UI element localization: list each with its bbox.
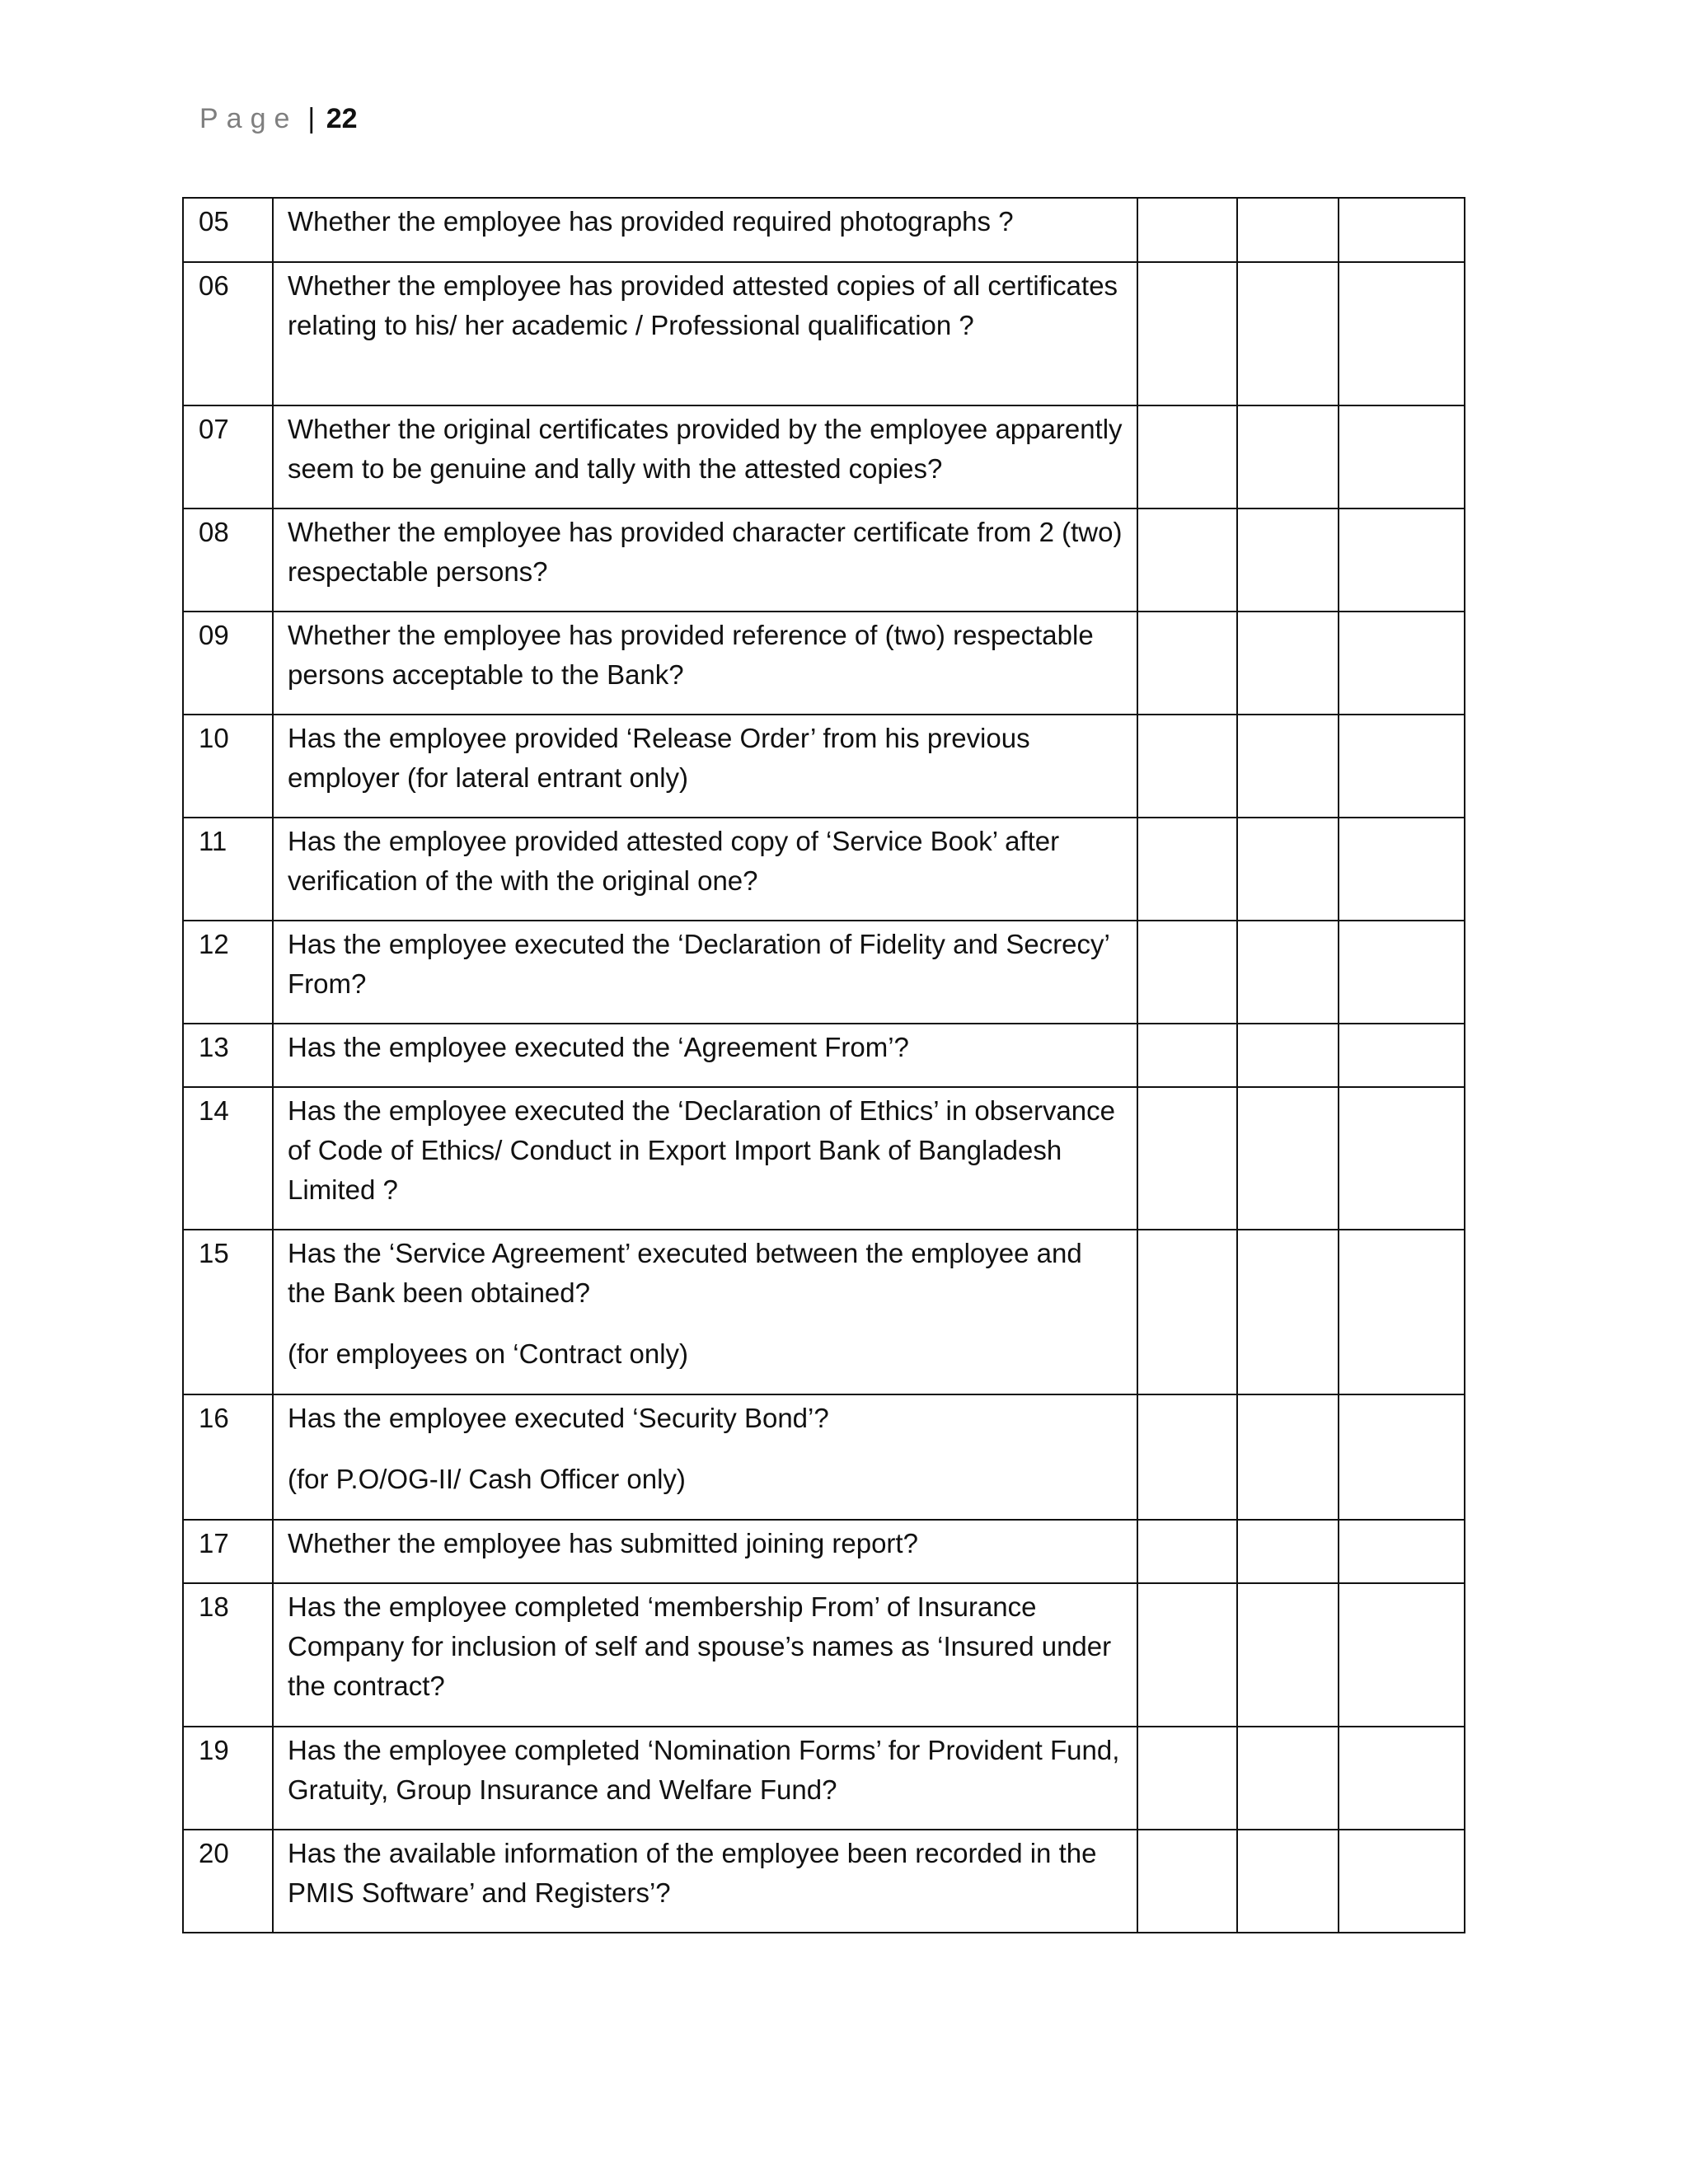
answer-cell-2[interactable] [1237,509,1339,612]
question-text: Has the employee provided attested copy of ‘Service Book’ after verification of the with the original one? [288,826,1060,896]
serial-number-cell: 08 [183,509,273,612]
serial-number-cell: 18 [183,1583,273,1727]
table-row [183,509,1465,612]
serial-number-cell: 07 [183,405,273,509]
answer-cell-1[interactable] [1137,509,1237,612]
answer-cell-3[interactable] [1339,509,1465,612]
answer-cell-3[interactable] [1339,198,1465,262]
answer-cell-3[interactable] [1339,1727,1465,1830]
answer-cell-2[interactable] [1237,405,1339,509]
table-row [183,1024,1465,1087]
table-row [183,262,1465,405]
table-row [183,818,1465,921]
answer-cell-1[interactable] [1137,262,1237,405]
serial-number-cell: 15 [183,1230,273,1394]
serial-number-cell: 06 [183,262,273,405]
answer-cell-2[interactable] [1237,818,1339,921]
table-row [183,1727,1465,1830]
answer-cell-1[interactable] [1137,1024,1237,1087]
answer-cell-1[interactable] [1137,1727,1237,1830]
answer-cell-1[interactable] [1137,1087,1237,1230]
answer-cell-1[interactable] [1137,405,1237,509]
serial-number-cell: 05 [183,198,273,262]
question-cell [273,198,1137,262]
table-row [183,1830,1465,1933]
answer-cell-1[interactable] [1137,1230,1237,1394]
question-cell [273,715,1137,818]
question-text: Whether the original certificates provided by the employee apparently seem to be genuine and tally with the attested copies? [288,414,1123,484]
question-cell [273,405,1137,509]
answer-cell-2[interactable] [1237,262,1339,405]
answer-cell-2[interactable] [1237,1830,1339,1933]
question-text: Has the available information of the employee been recorded in the PMIS Software’ and Registers’? [288,1838,1097,1908]
table-row [183,405,1465,509]
checklist-table [182,197,1465,1933]
answer-cell-1[interactable] [1137,612,1237,715]
question-cell [273,262,1137,405]
question-text: Has the employee executed ‘Security Bond’? [288,1403,829,1433]
question-cell [273,1583,1137,1727]
answer-cell-1[interactable] [1137,1583,1237,1727]
question-text: Has the employee executed the ‘Agreement From’? [288,1032,909,1062]
serial-number-cell: 16 [183,1394,273,1520]
answer-cell-2[interactable] [1237,715,1339,818]
serial-number-cell: 13 [183,1024,273,1087]
serial-number-cell: 17 [183,1520,273,1583]
answer-cell-2[interactable] [1237,1727,1339,1830]
question-text: Has the employee completed ‘membership From’ of Insurance Company for inclusion of self and spouse’s names as ‘Insured under the contract? [288,1591,1112,1701]
table-row [183,1583,1465,1727]
question-text: Has the employee provided ‘Release Order’ from his previous employer (for lateral entrant only) [288,723,1030,793]
question-cell [273,818,1137,921]
question-text: Whether the employee has provided attested copies of all certificates relating to his/ her academic / Professional qualification ? [288,270,1118,340]
answer-cell-3[interactable] [1339,1087,1465,1230]
question-text: Has the employee executed the ‘Declaration of Fidelity and Secrecy’ From? [288,929,1109,999]
answer-cell-3[interactable] [1339,1520,1465,1583]
table-row [183,1087,1465,1230]
question-note: (for employees on ‘Contract only) [288,1338,689,1369]
answer-cell-3[interactable] [1339,262,1465,405]
serial-number-cell: 10 [183,715,273,818]
answer-cell-2[interactable] [1237,612,1339,715]
answer-cell-1[interactable] [1137,1520,1237,1583]
question-text: Whether the employee has provided character certificate from 2 (two) respectable persons? [288,517,1123,587]
serial-number-cell: 19 [183,1727,273,1830]
serial-number-cell: 11 [183,818,273,921]
answer-cell-2[interactable] [1237,1230,1339,1394]
page-separator: | [307,103,316,134]
answer-cell-3[interactable] [1339,715,1465,818]
answer-cell-1[interactable] [1137,1394,1237,1520]
question-cell [273,612,1137,715]
answer-cell-2[interactable] [1237,921,1339,1024]
question-text: Whether the employee has provided required photographs ? [288,206,1014,237]
serial-number-cell: 09 [183,612,273,715]
question-text: Whether the employee has submitted joining report? [288,1528,918,1558]
serial-number-cell: 20 [183,1830,273,1933]
page-number: 22 [326,103,358,134]
question-text: Has the ‘Service Agreement’ executed between the employee and the Bank been obtained? [288,1238,1082,1308]
question-text: Has the employee executed the ‘Declaration of Ethics’ in observance of Code of Ethics/ Conduct in Export Import Bank of Bangladesh Limited ? [288,1095,1116,1205]
answer-cell-1[interactable] [1137,818,1237,921]
table-row [183,715,1465,818]
question-cell [273,1727,1137,1830]
table-row [183,198,1465,262]
page-label: Page [199,103,298,134]
answer-cell-3[interactable] [1339,1230,1465,1394]
question-cell [273,1230,1137,1394]
answer-cell-1[interactable] [1137,1830,1237,1933]
page-header [199,97,358,140]
question-cell [273,1520,1137,1583]
question-cell [273,1830,1137,1933]
answer-cell-3[interactable] [1339,1024,1465,1087]
answer-cell-1[interactable] [1137,198,1237,262]
answer-cell-3[interactable] [1339,612,1465,715]
question-cell [273,1087,1137,1230]
answer-cell-3[interactable] [1339,1394,1465,1520]
serial-number-cell: 12 [183,921,273,1024]
answer-cell-2[interactable] [1237,1583,1339,1727]
question-cell [273,1394,1137,1520]
answer-cell-3[interactable] [1339,818,1465,921]
question-cell [273,921,1137,1024]
table-row [183,1230,1465,1394]
answer-cell-2[interactable] [1237,1024,1339,1087]
answer-cell-3[interactable] [1339,1830,1465,1933]
answer-cell-3[interactable] [1339,921,1465,1024]
answer-cell-3[interactable] [1339,1583,1465,1727]
serial-number-cell: 14 [183,1087,273,1230]
table-row [183,1520,1465,1583]
answer-cell-1[interactable] [1137,715,1237,818]
table-row [183,921,1465,1024]
answer-cell-3[interactable] [1339,405,1465,509]
question-cell [273,509,1137,612]
answer-cell-2[interactable] [1237,1087,1339,1230]
answer-cell-2[interactable] [1237,198,1339,262]
question-text: Whether the employee has provided reference of (two) respectable persons acceptable to the Bank? [288,620,1094,690]
table-row [183,1394,1465,1520]
question-text: Has the employee completed ‘Nomination Forms’ for Provident Fund, Gratuity, Group Insurance and Welfare Fund? [288,1735,1120,1805]
answer-cell-2[interactable] [1237,1394,1339,1520]
table-row [183,612,1465,715]
answer-cell-2[interactable] [1237,1520,1339,1583]
answer-cell-1[interactable] [1137,921,1237,1024]
question-note: (for P.O/OG-II/ Cash Officer only) [288,1464,686,1494]
question-cell [273,1024,1137,1087]
